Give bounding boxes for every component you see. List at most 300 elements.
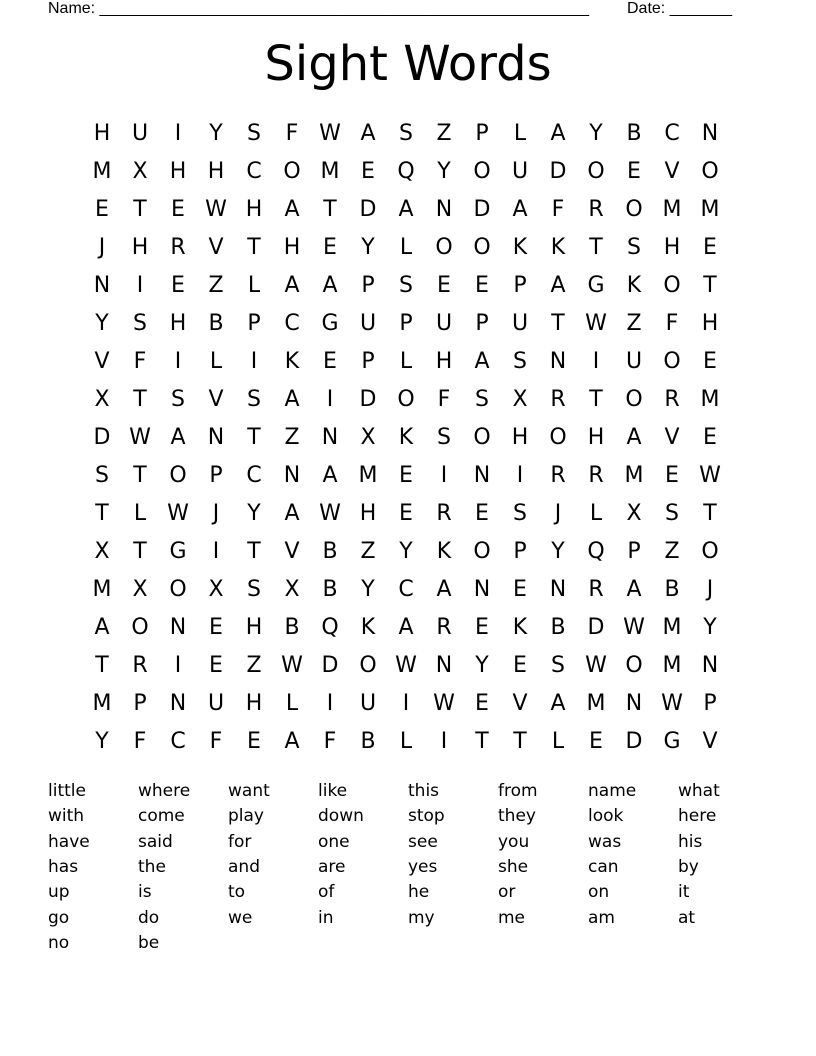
grid-letter[interactable]: H (511, 425, 529, 450)
grid-letter[interactable]: Z (664, 539, 680, 564)
grid-letter[interactable]: F (323, 729, 337, 754)
grid-letter[interactable]: I (440, 463, 448, 488)
grid-letter[interactable]: V (664, 159, 680, 184)
grid-letter[interactable]: C (246, 463, 262, 488)
grid-letter[interactable]: I (516, 463, 524, 488)
grid-letter[interactable]: S (171, 387, 185, 412)
grid-letter[interactable]: U (511, 159, 529, 184)
grid-letter[interactable]: U (511, 311, 529, 336)
grid-letter[interactable]: J (212, 501, 220, 526)
grid-letter[interactable]: G (663, 729, 681, 754)
grid-letter[interactable]: D (321, 653, 339, 678)
grid-letter[interactable]: O (473, 539, 491, 564)
grid-letter[interactable]: O (473, 235, 491, 260)
grid-letter[interactable]: A (360, 121, 376, 146)
grid-letter[interactable]: T (323, 197, 337, 222)
grid-letter[interactable]: E (703, 425, 717, 450)
grid-letter[interactable]: V (512, 691, 528, 716)
grid-letter[interactable]: A (284, 387, 300, 412)
grid-letter[interactable]: A (94, 615, 110, 640)
grid-letter[interactable]: R (170, 235, 186, 260)
grid-letter[interactable]: N (473, 463, 491, 488)
grid-letter[interactable]: Y (551, 539, 565, 564)
grid-letter[interactable]: M (320, 159, 340, 184)
grid-letter[interactable]: C (170, 729, 186, 754)
grid-letter[interactable]: Y (475, 653, 489, 678)
grid-letter[interactable]: E (703, 235, 717, 260)
grid-letter[interactable]: T (589, 387, 603, 412)
grid-letter[interactable]: B (322, 539, 338, 564)
grid-letter[interactable]: E (627, 159, 641, 184)
grid-letter[interactable]: N (435, 197, 453, 222)
grid-letter[interactable]: Z (626, 311, 642, 336)
grid-letter[interactable]: S (513, 349, 527, 374)
grid-letter[interactable]: K (550, 235, 566, 260)
date-field-label[interactable]: Date: _______ (627, 0, 732, 17)
grid-letter[interactable]: B (550, 615, 566, 640)
grid-letter[interactable]: A (284, 273, 300, 298)
grid-letter[interactable]: S (665, 501, 679, 526)
grid-letter[interactable]: M (700, 387, 720, 412)
grid-letter[interactable]: N (549, 349, 567, 374)
grid-letter[interactable]: V (702, 729, 718, 754)
grid-letter[interactable]: Y (437, 159, 451, 184)
grid-letter[interactable]: F (551, 197, 565, 222)
grid-letter[interactable]: G (169, 539, 187, 564)
grid-letter[interactable]: Z (436, 121, 452, 146)
grid-letter[interactable]: W (433, 691, 455, 716)
grid-letter[interactable]: T (95, 653, 109, 678)
grid-letter[interactable]: E (209, 653, 223, 678)
grid-letter[interactable]: H (245, 615, 263, 640)
grid-letter[interactable]: A (436, 577, 452, 602)
grid-letter[interactable]: W (585, 653, 607, 678)
grid-letter[interactable]: R (550, 463, 566, 488)
grid-letter[interactable]: P (133, 691, 147, 716)
grid-letter[interactable]: O (663, 273, 681, 298)
grid-letter[interactable]: S (627, 235, 641, 260)
grid-letter[interactable]: N (93, 273, 111, 298)
grid-letter[interactable]: H (245, 197, 263, 222)
grid-letter[interactable]: O (701, 539, 719, 564)
grid-letter[interactable]: N (207, 425, 225, 450)
grid-letter[interactable]: D (359, 387, 377, 412)
grid-letter[interactable]: T (133, 197, 147, 222)
grid-letter[interactable]: E (247, 729, 261, 754)
grid-letter[interactable]: V (94, 349, 110, 374)
grid-letter[interactable]: P (513, 539, 527, 564)
grid-letter[interactable]: H (587, 425, 605, 450)
grid-letter[interactable]: H (701, 311, 719, 336)
grid-letter[interactable]: B (664, 577, 680, 602)
grid-letter[interactable]: E (475, 691, 489, 716)
grid-letter[interactable]: H (93, 121, 111, 146)
grid-letter[interactable]: D (359, 197, 377, 222)
grid-letter[interactable]: X (132, 577, 148, 602)
grid-letter[interactable]: L (133, 501, 147, 526)
grid-letter[interactable]: R (550, 387, 566, 412)
grid-letter[interactable]: N (169, 615, 187, 640)
grid-letter[interactable]: U (131, 121, 149, 146)
grid-letter[interactable]: L (399, 349, 413, 374)
grid-letter[interactable]: D (587, 615, 605, 640)
grid-letter[interactable]: M (624, 463, 644, 488)
grid-letter[interactable]: E (665, 463, 679, 488)
grid-letter[interactable]: U (207, 691, 225, 716)
grid-letter[interactable]: X (94, 539, 110, 564)
grid-letter[interactable]: K (436, 539, 452, 564)
grid-letter[interactable]: M (662, 653, 682, 678)
grid-letter[interactable]: P (627, 539, 641, 564)
grid-letter[interactable]: I (592, 349, 600, 374)
grid-letter[interactable]: Q (397, 159, 415, 184)
grid-letter[interactable]: M (92, 159, 112, 184)
grid-letter[interactable]: A (398, 197, 414, 222)
grid-letter[interactable]: W (661, 691, 683, 716)
grid-letter[interactable]: H (169, 159, 187, 184)
grid-letter[interactable]: K (398, 425, 414, 450)
grid-letter[interactable]: R (436, 501, 452, 526)
grid-letter[interactable]: S (399, 121, 413, 146)
grid-letter[interactable]: W (281, 653, 303, 678)
grid-letter[interactable]: N (473, 577, 491, 602)
grid-letter[interactable]: P (361, 349, 375, 374)
grid-letter[interactable]: R (588, 577, 604, 602)
grid-letter[interactable]: X (132, 159, 148, 184)
grid-letter[interactable]: W (167, 501, 189, 526)
grid-letter[interactable]: A (284, 197, 300, 222)
grid-letter[interactable]: I (212, 539, 220, 564)
grid-letter[interactable]: O (435, 235, 453, 260)
grid-letter[interactable]: I (174, 121, 182, 146)
grid-letter[interactable]: T (475, 729, 489, 754)
grid-letter[interactable]: C (246, 159, 262, 184)
grid-letter[interactable]: M (358, 463, 378, 488)
grid-letter[interactable]: R (588, 197, 604, 222)
grid-letter[interactable]: B (626, 121, 642, 146)
grid-letter[interactable]: V (208, 387, 224, 412)
grid-letter[interactable]: Y (361, 577, 375, 602)
grid-letter[interactable]: W (129, 425, 151, 450)
grid-letter[interactable]: R (664, 387, 680, 412)
grid-letter[interactable]: I (174, 349, 182, 374)
grid-letter[interactable]: C (284, 311, 300, 336)
grid-letter[interactable]: P (361, 273, 375, 298)
grid-letter[interactable]: O (625, 197, 643, 222)
grid-letter[interactable]: E (703, 349, 717, 374)
grid-letter[interactable]: U (359, 691, 377, 716)
word-list-item: was (588, 831, 622, 852)
grid-letter[interactable]: Z (246, 653, 262, 678)
grid-letter[interactable]: N (701, 653, 719, 678)
grid-letter[interactable]: T (703, 273, 717, 298)
grid-letter[interactable]: H (435, 349, 453, 374)
grid-letter[interactable]: E (399, 501, 413, 526)
grid-letter[interactable]: M (586, 691, 606, 716)
grid-letter[interactable]: E (475, 501, 489, 526)
grid-letter[interactable]: L (399, 235, 413, 260)
grid-letter[interactable]: V (664, 425, 680, 450)
grid-letter[interactable]: F (437, 387, 451, 412)
grid-letter[interactable]: J (706, 577, 714, 602)
grid-letter[interactable]: M (700, 197, 720, 222)
grid-letter[interactable]: B (322, 577, 338, 602)
grid-letter[interactable]: H (245, 691, 263, 716)
grid-letter[interactable]: K (512, 235, 528, 260)
word-list-item: is (138, 882, 152, 903)
grid-letter[interactable]: M (662, 197, 682, 222)
grid-letter[interactable]: C (664, 121, 680, 146)
grid-letter[interactable]: O (283, 159, 301, 184)
grid-letter[interactable]: E (475, 615, 489, 640)
grid-letter[interactable]: P (209, 463, 223, 488)
grid-letter[interactable]: O (473, 159, 491, 184)
grid-letter[interactable]: A (550, 691, 566, 716)
grid-letter[interactable]: S (247, 387, 261, 412)
grid-letter[interactable]: O (169, 463, 187, 488)
grid-letter[interactable]: E (361, 159, 375, 184)
grid-letter[interactable]: A (322, 463, 338, 488)
grid-letter[interactable]: N (701, 121, 719, 146)
grid-letter[interactable]: S (247, 577, 261, 602)
grid-letter[interactable]: Y (209, 121, 223, 146)
grid-letter[interactable]: L (247, 273, 261, 298)
word-list-item: down (318, 806, 364, 827)
grid-letter[interactable]: B (360, 729, 376, 754)
grid-letter[interactable]: A (512, 197, 528, 222)
grid-letter[interactable]: M (92, 577, 112, 602)
grid-letter[interactable]: Q (321, 615, 339, 640)
grid-letter[interactable]: A (170, 425, 186, 450)
grid-letter[interactable]: X (626, 501, 642, 526)
grid-letter[interactable]: O (549, 425, 567, 450)
grid-letter[interactable]: K (512, 615, 528, 640)
grid-letter[interactable]: P (475, 121, 489, 146)
grid-letter[interactable]: N (549, 577, 567, 602)
grid-letter[interactable]: O (359, 653, 377, 678)
grid-letter[interactable]: E (589, 729, 603, 754)
grid-letter[interactable]: E (475, 273, 489, 298)
grid-letter[interactable]: T (133, 387, 147, 412)
grid-letter[interactable]: Z (360, 539, 376, 564)
grid-letter[interactable]: R (588, 463, 604, 488)
grid-letter[interactable]: L (589, 501, 603, 526)
grid-letter[interactable]: T (247, 235, 261, 260)
grid-letter[interactable]: Y (399, 539, 413, 564)
grid-letter[interactable]: A (322, 273, 338, 298)
grid-letter[interactable]: N (169, 691, 187, 716)
grid-letter[interactable]: T (551, 311, 565, 336)
grid-letter[interactable]: E (399, 463, 413, 488)
grid-letter[interactable]: I (136, 273, 144, 298)
grid-letter[interactable]: P (703, 691, 717, 716)
grid-letter[interactable]: Y (703, 615, 717, 640)
grid-letter[interactable]: O (131, 615, 149, 640)
grid-letter[interactable]: H (663, 235, 681, 260)
grid-letter[interactable]: W (585, 311, 607, 336)
grid-letter[interactable]: E (323, 349, 337, 374)
grid-letter[interactable]: S (133, 311, 147, 336)
grid-letter[interactable]: P (513, 273, 527, 298)
grid-letter[interactable]: Q (587, 539, 605, 564)
grid-letter[interactable]: T (247, 539, 261, 564)
grid-letter[interactable]: X (208, 577, 224, 602)
grid-letter[interactable]: F (209, 729, 223, 754)
grid-letter[interactable]: A (398, 615, 414, 640)
grid-letter[interactable]: T (703, 501, 717, 526)
grid-letter[interactable]: A (626, 425, 642, 450)
grid-letter[interactable]: V (284, 539, 300, 564)
grid-letter[interactable]: I (326, 691, 334, 716)
grid-letter[interactable]: Y (95, 311, 109, 336)
grid-letter[interactable]: G (321, 311, 339, 336)
grid-letter[interactable]: A (626, 577, 642, 602)
grid-letter[interactable]: W (623, 615, 645, 640)
grid-letter[interactable]: O (625, 387, 643, 412)
grid-letter[interactable]: J (554, 501, 562, 526)
grid-letter[interactable]: O (587, 159, 605, 184)
grid-letter[interactable]: Y (589, 121, 603, 146)
grid-letter[interactable]: I (440, 729, 448, 754)
grid-letter[interactable]: T (589, 235, 603, 260)
grid-letter[interactable]: S (475, 387, 489, 412)
grid-letter[interactable]: O (625, 653, 643, 678)
grid-letter[interactable]: E (209, 615, 223, 640)
grid-letter[interactable]: O (169, 577, 187, 602)
grid-letter[interactable]: T (95, 501, 109, 526)
grid-letter[interactable]: M (92, 691, 112, 716)
word-list-item: she (498, 856, 529, 877)
grid-letter[interactable]: M (662, 615, 682, 640)
grid-letter[interactable]: R (132, 653, 148, 678)
grid-letter[interactable]: E (171, 197, 185, 222)
grid-letter[interactable]: F (285, 121, 299, 146)
grid-letter[interactable]: O (701, 159, 719, 184)
grid-letter[interactable]: U (435, 311, 453, 336)
grid-letter[interactable]: E (95, 197, 109, 222)
grid-letter[interactable]: N (321, 425, 339, 450)
grid-letter[interactable]: S (399, 273, 413, 298)
word-list-item: yes (408, 856, 438, 877)
grid-letter[interactable]: E (323, 235, 337, 260)
word-list-item: up (48, 882, 70, 903)
grid-letter[interactable]: X (512, 387, 528, 412)
grid-letter[interactable]: C (398, 577, 414, 602)
grid-letter[interactable]: S (247, 121, 261, 146)
grid-letter[interactable]: I (326, 387, 334, 412)
grid-letter[interactable]: A (284, 501, 300, 526)
grid-letter[interactable]: B (284, 615, 300, 640)
grid-letter[interactable]: L (209, 349, 223, 374)
word-list-item: play (228, 806, 264, 827)
grid-letter[interactable]: J (98, 235, 106, 260)
grid-letter[interactable]: N (283, 463, 301, 488)
grid-letter[interactable]: T (133, 463, 147, 488)
grid-letter[interactable]: K (284, 349, 300, 374)
grid-letter[interactable]: I (174, 653, 182, 678)
grid-letter[interactable]: R (436, 615, 452, 640)
grid-letter[interactable]: B (208, 311, 224, 336)
grid-letter[interactable]: S (437, 425, 451, 450)
grid-letter[interactable]: A (284, 729, 300, 754)
grid-letter[interactable]: Y (247, 501, 261, 526)
grid-letter[interactable]: F (133, 349, 147, 374)
grid-letter[interactable]: S (95, 463, 109, 488)
grid-letter[interactable]: W (205, 197, 227, 222)
grid-letter[interactable]: W (395, 653, 417, 678)
grid-letter[interactable]: T (133, 539, 147, 564)
grid-letter[interactable]: U (359, 311, 377, 336)
grid-letter[interactable]: E (437, 273, 451, 298)
grid-letter[interactable]: D (473, 197, 491, 222)
grid-letter[interactable]: P (247, 311, 261, 336)
grid-letter[interactable]: H (131, 235, 149, 260)
grid-letter[interactable]: W (319, 121, 341, 146)
grid-letter[interactable]: Z (284, 425, 300, 450)
grid-letter[interactable]: O (397, 387, 415, 412)
grid-letter[interactable]: S (513, 501, 527, 526)
grid-letter[interactable]: E (513, 577, 527, 602)
grid-letter[interactable]: O (663, 349, 681, 374)
word-list-item: am (588, 907, 615, 928)
grid-letter[interactable]: X (94, 387, 110, 412)
grid-letter[interactable]: L (513, 121, 527, 146)
grid-letter[interactable]: N (625, 691, 643, 716)
grid-letter[interactable]: E (171, 273, 185, 298)
grid-letter[interactable]: S (551, 653, 565, 678)
grid-letter[interactable]: U (625, 349, 643, 374)
grid-letter[interactable]: D (549, 159, 567, 184)
grid-letter[interactable]: T (513, 729, 527, 754)
grid-letter[interactable]: D (625, 729, 643, 754)
grid-letter[interactable]: P (399, 311, 413, 336)
grid-letter[interactable]: D (93, 425, 111, 450)
grid-letter[interactable]: L (285, 691, 299, 716)
grid-letter[interactable]: X (284, 577, 300, 602)
grid-letter[interactable]: F (665, 311, 679, 336)
word-list-item: no (48, 932, 70, 953)
grid-letter[interactable]: A (550, 121, 566, 146)
grid-letter[interactable]: H (283, 235, 301, 260)
grid-letter[interactable]: I (402, 691, 410, 716)
grid-letter[interactable]: L (399, 729, 413, 754)
grid-letter[interactable]: G (587, 273, 605, 298)
grid-letter[interactable]: X (360, 425, 376, 450)
name-field-label[interactable]: Name: _______________________________________________________ (48, 0, 589, 17)
grid-letter[interactable]: E (513, 653, 527, 678)
grid-letter[interactable]: P (475, 311, 489, 336)
grid-letter[interactable]: W (699, 463, 721, 488)
grid-letter[interactable]: H (169, 311, 187, 336)
grid-letter[interactable]: H (207, 159, 225, 184)
grid-letter[interactable]: K (626, 273, 642, 298)
grid-letter[interactable]: T (247, 425, 261, 450)
grid-letter[interactable]: W (319, 501, 341, 526)
grid-letter[interactable]: Y (95, 729, 109, 754)
grid-letter[interactable]: O (473, 425, 491, 450)
grid-letter[interactable]: A (474, 349, 490, 374)
grid-letter[interactable]: V (208, 235, 224, 260)
grid-letter[interactable]: N (435, 653, 453, 678)
grid-letter[interactable]: H (359, 501, 377, 526)
grid-letter[interactable]: K (360, 615, 376, 640)
grid-letter[interactable]: Y (361, 235, 375, 260)
grid-letter[interactable]: L (551, 729, 565, 754)
grid-letter[interactable]: Z (208, 273, 224, 298)
grid-letter[interactable]: I (250, 349, 258, 374)
grid-letter[interactable]: A (550, 273, 566, 298)
grid-letter[interactable]: F (133, 729, 147, 754)
